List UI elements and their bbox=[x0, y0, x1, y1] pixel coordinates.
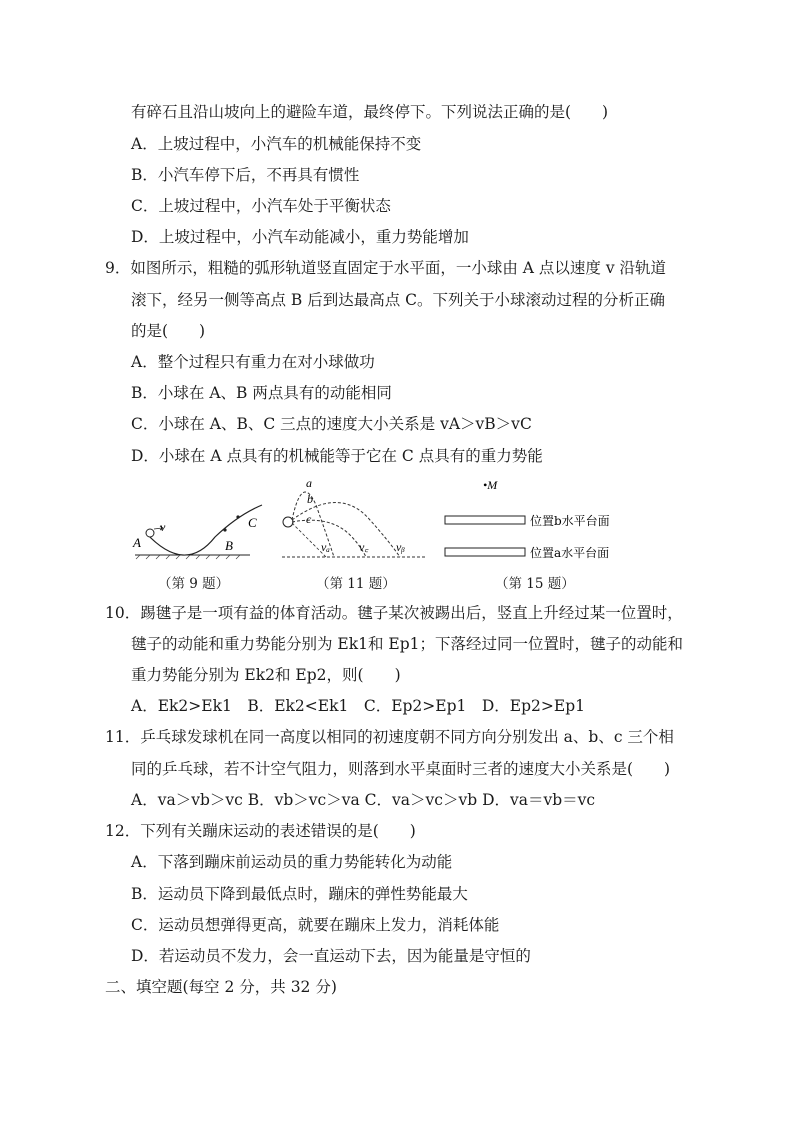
fig11-label-va: vₐ bbox=[321, 540, 330, 554]
q9-stem-line2: 滚下，经另一侧等高点 B 后到达最高点 C。下列关于小球滚动过程的分析正确 bbox=[131, 291, 666, 309]
section-2-heading: 二、填空题(每空 2 分，共 32 分) bbox=[105, 978, 337, 996]
q9-option-d: D．小球在 A 点具有的机械能等于它在 C 点具有的重力势能 bbox=[131, 447, 543, 465]
q12-option-c: C．运动员想弹得更高，就要在蹦床上发力，消耗体能 bbox=[131, 916, 500, 934]
fig15-label-a: 位置a水平台面 bbox=[530, 546, 610, 560]
q12-option-a: A．下落到蹦床前运动员的重力势能转化为动能 bbox=[131, 853, 453, 871]
fig9-label-c: C bbox=[248, 515, 257, 530]
platform-b bbox=[445, 516, 525, 524]
fig11-label-vb: vᵦ bbox=[396, 540, 405, 554]
fig9-label-a: A bbox=[133, 535, 141, 550]
q9-option-a: A．整个过程只有重力在对小球做功 bbox=[131, 353, 375, 371]
fig11-label-b: b bbox=[307, 492, 313, 506]
q8-stem-continuation: 有碎石且沿山坡向上的避险车道，最终停下。下列说法正确的是( ) bbox=[131, 103, 609, 121]
q9-option-b: B．小球在 A、B 两点具有的动能相同 bbox=[131, 384, 392, 402]
figure-11-trajectories bbox=[282, 476, 425, 557]
q12-option-d: D．若运动员不发力，会一直运动下去，因为能量是守恒的 bbox=[131, 947, 531, 965]
q8-option-c: C．上坡过程中，小汽车处于平衡状态 bbox=[131, 197, 391, 215]
q10-stem-line2: 毽子的动能和重力势能分别为 Ek1和 Ep1；下落经过同一位置时，毽子的动能和 bbox=[131, 635, 684, 653]
q12-stem: 12．下列有关蹦床运动的表述错误的是( ) bbox=[105, 822, 416, 840]
platform-a bbox=[445, 548, 525, 556]
fig15-point-m: •M bbox=[483, 478, 498, 492]
q9-option-c: C．小球在 A、B、C 三点的速度大小关系是 vA＞vB＞vC bbox=[131, 415, 532, 433]
q10-options: A．Ek2>Ek1 B．Ek2<Ek1 C．Ep2>Ep1 D．Ep2>Ep1 bbox=[131, 697, 585, 715]
q8-option-d: D．上坡过程中，小汽车动能减小，重力势能增加 bbox=[131, 228, 469, 246]
fig9-label-b: B bbox=[225, 538, 233, 553]
q10-stem-line1: 10．踢毽子是一项有益的体育活动。毽子某次被踢出后，竖直上升经过某一位置时， bbox=[105, 604, 683, 622]
fig15-label-b: 位置b水平台面 bbox=[530, 514, 610, 528]
caption-fig9: （第 9 题） bbox=[158, 576, 230, 592]
q11-options: A．va＞vb＞vc B．vb＞vc＞va C．va＞vc＞vb D．va＝vb＝vc bbox=[131, 791, 596, 809]
fig9-label-v: v bbox=[160, 520, 166, 534]
q8-option-a: A．上坡过程中，小汽车的机械能保持不变 bbox=[131, 135, 422, 153]
fig11-label-a: a bbox=[306, 476, 312, 490]
caption-fig15: （第 15 题） bbox=[495, 576, 575, 592]
launcher-ball-icon bbox=[283, 517, 293, 527]
figure-9-track bbox=[132, 505, 262, 559]
q10-stem-line3: 重力势能分别为 Ek2和 Ep2，则( ) bbox=[131, 666, 401, 684]
q11-stem-line2: 同的乒乓球，若不计空气阻力，则落到水平桌面时三者的速度大小关系是( ) bbox=[131, 760, 671, 778]
q9-stem-line3: 的是( ) bbox=[131, 322, 206, 340]
q8-option-b: B．小汽车停下后，不再具有惯性 bbox=[131, 166, 360, 184]
q12-option-b: B．运动员下降到最低点时，蹦床的弹性势能最大 bbox=[131, 885, 468, 903]
figure-15-platforms bbox=[445, 478, 610, 560]
fig11-label-vc: v꜀ bbox=[359, 540, 369, 554]
q11-stem-line1: 11．乒乓球发球机在同一高度以相同的初速度朝不同方向分别发出 a、b、c 三个相 bbox=[105, 728, 674, 746]
fig11-label-c: c bbox=[306, 512, 312, 526]
ball-icon bbox=[146, 529, 154, 537]
caption-fig11: （第 11 题） bbox=[316, 576, 396, 592]
q9-stem-line1: 9．如图所示，粗糙的弧形轨道竖直固定于水平面，一小球由 A 点以速度 v 沿轨道 bbox=[105, 259, 667, 277]
